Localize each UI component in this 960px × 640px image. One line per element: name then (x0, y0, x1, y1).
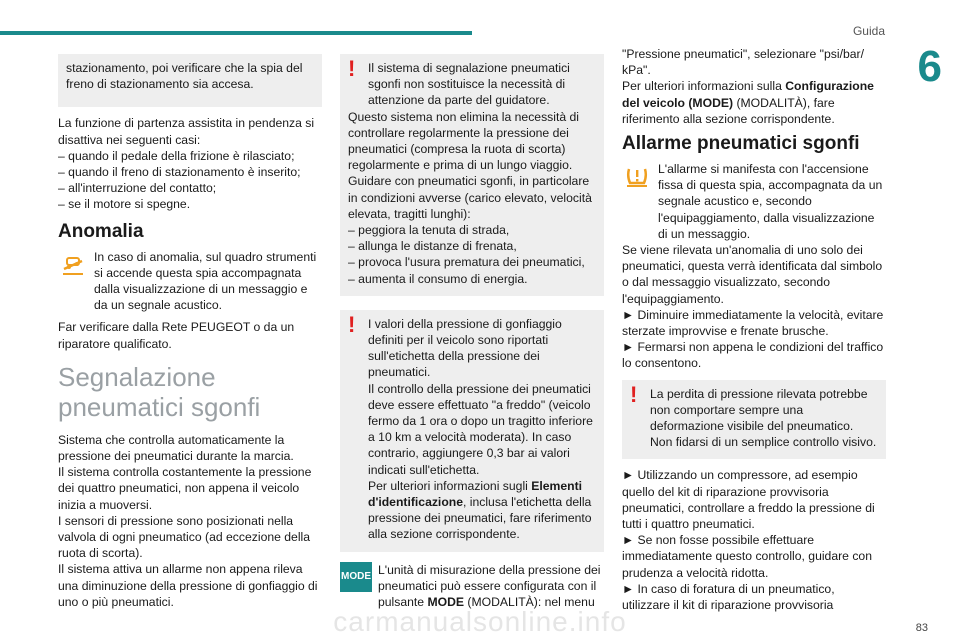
text-run: (MODALITÀ), fare riferimento alla sezione corrispondente. (622, 95, 835, 126)
text-run-bold: Elementi d'identificazione (368, 478, 583, 510)
note-box (58, 54, 322, 107)
step: ► Diminuire immediatamente la velocità, evitare sterzate improvvise e frenate brusche. (622, 307, 884, 339)
hill-start-warning-icon (58, 249, 88, 279)
text-run: (MODALITÀ): nel menu (464, 595, 595, 610)
paragraph: "Pressione pneumatici", selezionare "psi/bar/ kPa". (622, 47, 864, 78)
page-number: 83 (915, 622, 928, 634)
paragraph: Sistema che controlla automaticamente la pressione dei pneumatici durante la marcia. (58, 432, 294, 464)
list-item: – peggiora la tenuta di strada, (348, 223, 510, 238)
mode-button-icon: MODE (340, 562, 372, 592)
tire-pressure-warning-icon (622, 161, 652, 191)
warning-list (348, 222, 596, 287)
warning-text: Il sistema di segnalazione pneumatici sgonfi non sostituisce la necessità di attenzione da parte del guidatore. (368, 61, 570, 108)
warning-text: Il controllo della pressione dei pneumatici deve essere effettuato "a freddo" (veicolo fermo da 1 ora o dopo un tragitto inferiore a 10 km a velocità moderata). In caso contrario, aggiungere 0,3 bar ai valori indicati sull'etichetta. (368, 381, 593, 477)
alarm-row (622, 161, 886, 242)
paragraph (622, 78, 886, 127)
alarm-heading: Allarme pneumatici sgonfi (622, 133, 860, 155)
mode-row (340, 562, 604, 617)
note-text: stazionamento, poi verificare che la spia del freno di stazionamento sia accesa. (66, 61, 303, 92)
hill-intro: La funzione di partenza assistita in pendenza si disattiva nei seguenti casi: (58, 116, 315, 147)
hill-list (58, 148, 322, 213)
column-3 (622, 46, 886, 619)
list-item: – all'interruzione del contatto; (58, 181, 217, 196)
warning-icon: ! (348, 311, 356, 337)
text-run: Per ulteriori informazioni sugli (368, 478, 532, 493)
list-item: – se il motore si spegne. (58, 197, 191, 212)
step: ► Utilizzando un compressore, ad esempio quello del kit di riparazione provvisoria pneumatici, controllare a freddo la pressione di tutti i quattro pneumatici. (622, 468, 875, 532)
warning-text: La perdita di pressione rilevata potrebbe non comportare sempre una deformazione visibile del pneumatico. (650, 386, 868, 434)
warning-text: I valori della pressione di gonfiaggio definiti per il veicolo sono riportati sull'etichetta della pressione dei pneumatici. (368, 316, 562, 380)
warning-box (340, 310, 604, 552)
warning-text: Guidare con pneumatici sgonfi, in particolare in condizioni avverse (carico elevato, velocità elevata, tragitti lunghi): (348, 174, 592, 221)
warning-text (368, 478, 596, 543)
anomaly-row (58, 249, 322, 320)
paragraph: Il sistema controlla costantemente la pressione dei quattro pneumatici, non appena il veicolo inizia a muoversi. (58, 465, 312, 512)
list-item: – provoca l'usura prematura dei pneumatici, (348, 255, 585, 270)
list-item: – allunga le distanze di frenata, (348, 239, 517, 254)
anomaly-text: In caso di anomalia, sul quadro strumenti si accende questa spia accompagnata dalla visualizzazione di un messaggio e da un segnale acustico. (94, 249, 317, 313)
list-item: – aumenta il consumo di energia. (348, 271, 528, 286)
step: ► Fermarsi non appena le condizioni del traffico lo consentono. (622, 340, 884, 371)
text-run: L'unità di misurazione della pressione dei pneumatici può essere configurata con il pulsante (378, 562, 601, 610)
alarm-text: L'allarme si manifesta con l'accensione fissa di questa spia, accompagnata da un segnale acustico e, secondo l'equipaggiamento, dalla visualizzazione di un messaggio. (658, 162, 883, 241)
warning-icon: ! (348, 56, 356, 81)
anomaly-text-2: Far verificare dalla Rete PEUGEOT o da un riparatore qualificato. (58, 320, 295, 351)
anomaly-heading: Anomalia (58, 220, 144, 242)
paragraph: Il sistema attiva un allarme non appena rileva una diminuzione della pressione di gonfiaggio di uno o più pneumatici. (58, 562, 318, 609)
paragraph: I sensori di pressione sono posizionati nella valvola di ogni pneumatico (ad eccezione della ruota di scorta). (58, 513, 311, 561)
warning-box (340, 54, 604, 296)
paragraph: Se viene rilevata un'anomalia di uno solo dei pneumatici, questa verrà identificata dal simbolo o dal messaggio visualizzato, secondo l'equipaggiamento. (622, 243, 883, 306)
warning-text: Questo sistema non elimina la necessità di controllare regolarmente la pressione dei pneumatici (compresa la ruota di scorta) regolarmente e prima di un lungo viaggio. (348, 109, 580, 173)
list-item: – quando il freno di stazionamento è inserito; (58, 165, 301, 180)
step: ► Se non fosse possibile effettuare immediatamente questo controllo, guidare con prudenza a velocità ridotta. (622, 533, 872, 580)
column-2 (340, 54, 604, 616)
column-1 (58, 54, 322, 616)
watermark: carmanualsonline.info (333, 606, 627, 637)
warning-icon: ! (630, 381, 638, 407)
chapter-heading: Segnalazione pneumatici sgonfi (58, 361, 261, 422)
chapter-number: 6 (917, 42, 942, 91)
step: ► In caso di foratura di un pneumatico, utilizzare il kit di riparazione provvisoria (622, 581, 835, 613)
section-title: Guida (852, 24, 885, 38)
text-run: Per ulteriori informazioni sulla (622, 79, 786, 94)
list-item: – quando il pedale della frizione è rilasciato; (58, 148, 295, 163)
mode-text (378, 562, 604, 611)
text-run-bold: MODE (427, 595, 465, 610)
warning-text: Non fidarsi di un semplice controllo visivo. (650, 435, 877, 450)
warning-box (622, 380, 886, 460)
text-run: , inclusa l'etichetta della pressione dei pneumatici, fare riferimento alla sezione corrispondente. (368, 495, 592, 542)
text-run-bold: Configurazione del veicolo (MODE) (622, 79, 874, 110)
header-bar (0, 31, 472, 35)
